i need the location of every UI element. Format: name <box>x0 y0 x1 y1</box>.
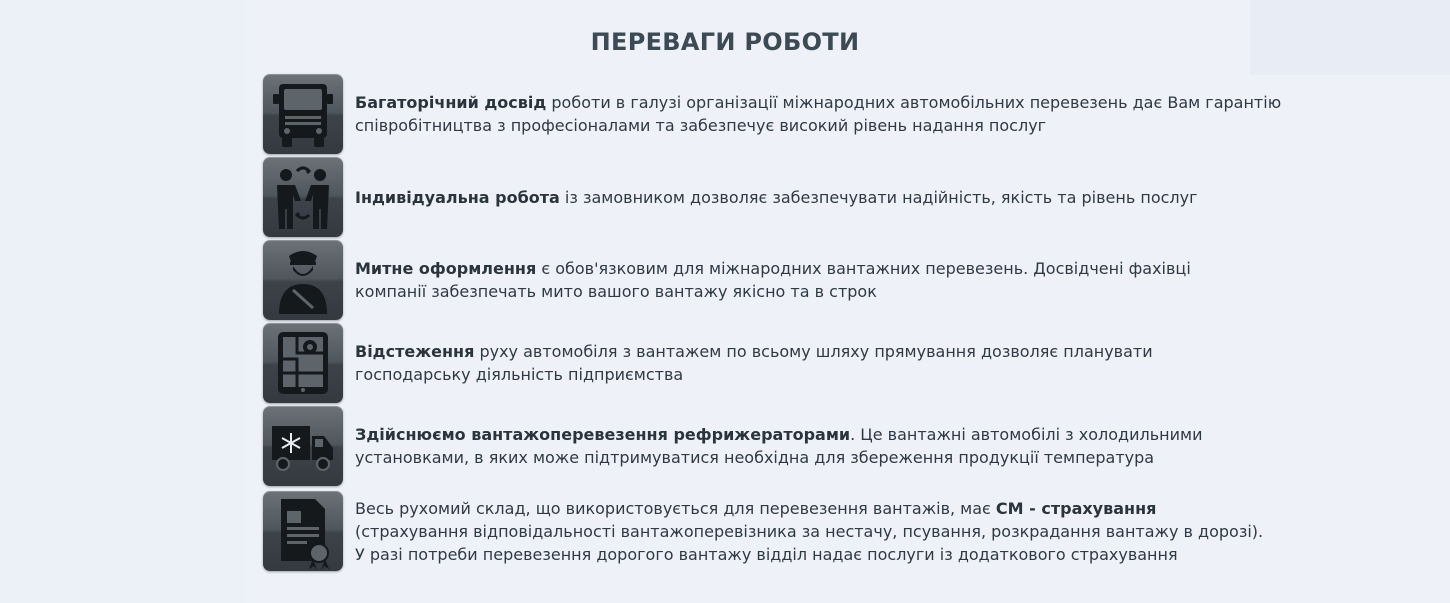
advantage-pre: Весь рухомий склад, що використовується для перевезення вантажів, має <box>355 498 996 518</box>
customs-officer-icon <box>263 240 343 320</box>
refrigerator-truck-icon <box>263 406 343 486</box>
advantage-rest: . Це вантажні автомобілі з холодильними <box>850 425 1203 444</box>
truck-front-icon <box>263 74 343 154</box>
advantage-rest: роботи в галузі організації міжнародних автомобільних перевезень дає Вам гарантію <box>546 93 1282 112</box>
advantage-line2: господарську діяльність підприємства <box>355 365 684 384</box>
advantage-line2: компанії забезпечать мито вашого вантажу якісно та в строк <box>355 282 877 301</box>
advantage-item-customs <box>263 240 1413 320</box>
advantage-line3: У разі потреби перевезення дорогого вантажу відділ надає послуги із додаткового страхування <box>355 544 1178 564</box>
advantage-bold: Здійснюємо вантажоперевезення рефрижераторами <box>355 425 851 444</box>
advantage-line2: (страхування відповідальності вантажоперевізника за нестачу, псування, розкрадання вантажу в дорозі). <box>355 521 1264 541</box>
advantage-item-insurance <box>263 491 1413 571</box>
advantage-rest: є обов'язковим для міжнародних вантажних перевезень. Досвідчені фахівці <box>536 259 1191 278</box>
advantage-text <box>355 406 1405 486</box>
advantage-item-refrigerator <box>263 406 1413 486</box>
advantage-bold: Митне оформлення <box>355 259 537 278</box>
advantage-line2: співробітництва з професіоналами та забезпечує високий рівень надання послуг <box>355 116 1047 135</box>
certificate-icon <box>263 491 343 571</box>
advantage-item-individual <box>263 157 1413 237</box>
advantage-line2: установками, в яких може підтримуватися необхідна для збереження продукції температура <box>355 448 1155 467</box>
advantage-item-experience <box>263 74 1413 154</box>
advantage-rest: руху автомобіля з вантажем по всьому шляху прямування дозволяє планувати <box>474 342 1153 361</box>
advantage-item-tracking <box>263 323 1413 403</box>
advantage-text <box>355 74 1405 154</box>
advantage-bold: CM - страхування <box>995 498 1157 518</box>
gps-tracking-icon <box>263 323 343 403</box>
advantage-text <box>355 240 1405 320</box>
advantage-text <box>355 491 1405 571</box>
handshake-people-icon <box>263 157 343 237</box>
advantage-text <box>355 323 1405 403</box>
section-title: ПЕРЕВАГИ РОБОТИ <box>590 28 860 56</box>
advantage-bold: Індивідуальна робота <box>355 187 560 207</box>
advantage-bold: Багаторічний досвід <box>355 93 547 112</box>
advantage-bold: Відстеження <box>355 342 475 361</box>
background-left <box>0 0 245 603</box>
advantage-rest: із замовником дозволяє забезпечувати надійність, якість та рівень послуг <box>559 187 1198 207</box>
advantage-text <box>355 157 1405 237</box>
